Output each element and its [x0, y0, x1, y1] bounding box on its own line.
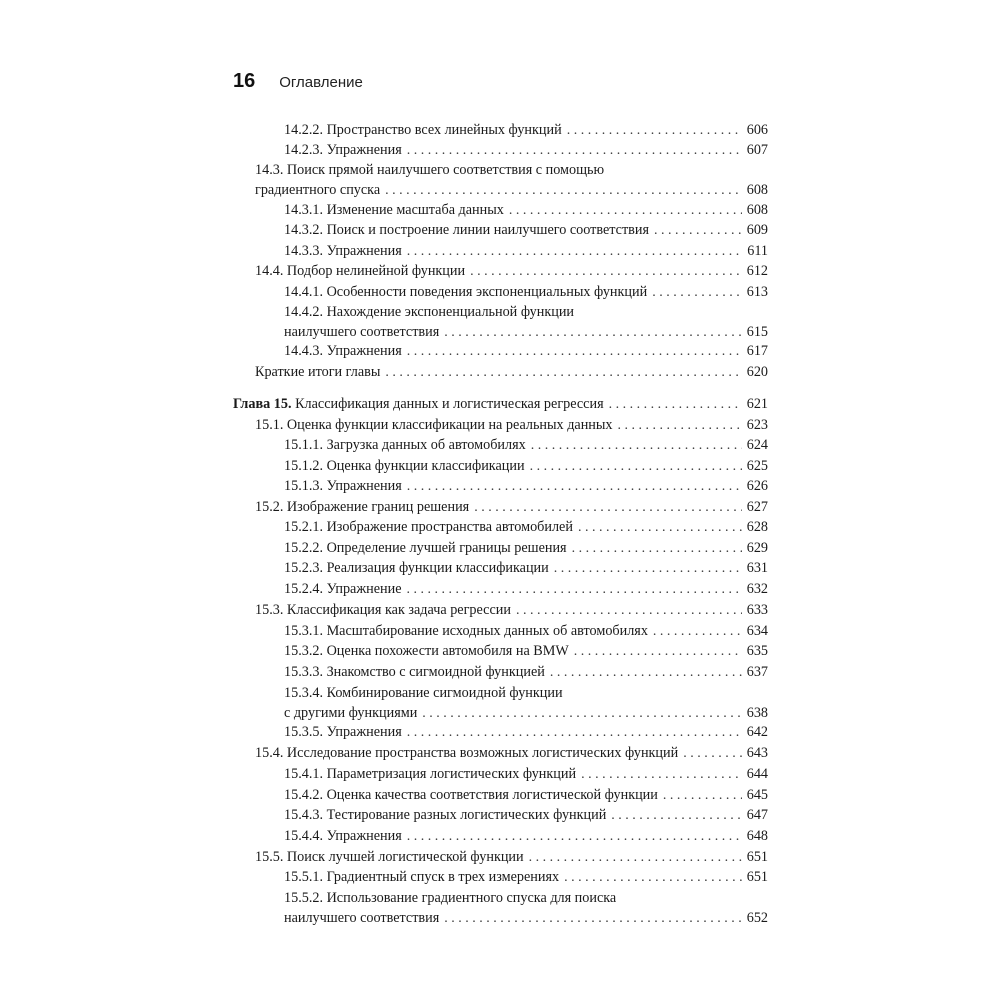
toc-page-number: 633 — [746, 602, 768, 618]
toc-page-number: 621 — [746, 396, 768, 412]
toc-entry-title: 15.3.2. Оценка похожести автомобиля на BMW — [284, 643, 569, 659]
toc-page-number: 627 — [746, 499, 768, 515]
toc-entry — [284, 867, 768, 887]
toc-entry-title: 15.5. Поиск лучшей логистической функции — [255, 849, 524, 865]
toc-page-number: 612 — [746, 263, 768, 279]
toc-entry-title: с другими функциями — [284, 705, 418, 721]
leader-dots — [407, 580, 742, 600]
leader-dots — [564, 868, 742, 888]
leader-dots — [385, 181, 742, 201]
toc-page-number: 647 — [746, 807, 768, 823]
toc-entry-title: 15.2.2. Определение лучшей границы решения — [284, 540, 567, 556]
toc-entry — [284, 241, 768, 261]
toc-entry — [255, 847, 768, 867]
toc-page-number: 631 — [746, 560, 768, 576]
page-number: 16 — [233, 70, 256, 92]
leader-dots — [407, 827, 742, 847]
toc-entry — [284, 785, 768, 805]
toc-entry-title: 15.3.5. Упражнения — [284, 724, 402, 740]
toc-entry — [255, 160, 768, 200]
toc-entry — [284, 220, 768, 240]
leader-dots — [444, 909, 742, 929]
toc-entry-title: 14.4.1. Особенности поведения экспоненциальных функций — [284, 284, 648, 300]
toc-entry-title: 14.2.3. Упражнения — [284, 142, 402, 158]
leader-dots — [444, 323, 742, 343]
toc-page-number: 634 — [746, 623, 768, 639]
toc-entry — [284, 641, 768, 661]
toc-entry-title: 15.5.1. Градиентный спуск в трех измерениях — [284, 869, 560, 885]
leader-dots — [407, 723, 742, 743]
toc-entry — [284, 662, 768, 682]
leader-dots — [578, 518, 742, 538]
toc-entry-title-line: 14.3. Поиск прямой наилучшего соответствия с помощью — [255, 162, 605, 178]
leader-dots — [654, 221, 742, 241]
toc-entry-title: градиентного спуска — [255, 182, 381, 198]
toc-entry — [284, 302, 768, 342]
toc-page-number: 645 — [746, 787, 768, 803]
toc-chapter-entry — [233, 394, 768, 414]
toc-entry — [284, 456, 768, 476]
toc-entry-title-line: 15.3.4. Комбинирование сигмоидной функции — [284, 685, 563, 701]
leader-dots — [407, 242, 742, 262]
toc-entry-title: 15.3.1. Масштабирование исходных данных об автомобилях — [284, 623, 648, 639]
toc-page-number: 643 — [746, 745, 768, 761]
toc-entry — [255, 743, 768, 763]
toc-page-number: 608 — [746, 202, 768, 218]
toc-entry-title: 14.3.1. Изменение масштаба данных — [284, 202, 504, 218]
toc-entry-title: 15.3.3. Знакомство с сигмоидной функцией — [284, 664, 545, 680]
toc-entry-title: наилучшего соответствия — [284, 324, 440, 340]
leader-dots — [385, 363, 741, 383]
toc-page-number: 637 — [746, 664, 768, 680]
leader-dots — [407, 477, 742, 497]
leader-dots — [567, 121, 742, 141]
toc-entry — [255, 415, 768, 435]
toc-entry-title: 14.3.2. Поиск и построение линии наилучшего соответствия — [284, 222, 649, 238]
toc-page-number: 620 — [746, 364, 768, 380]
leader-dots — [509, 201, 742, 221]
toc-page-number: 629 — [746, 540, 768, 556]
toc-entry — [284, 558, 768, 578]
toc-page-number: 628 — [746, 519, 768, 535]
toc-entry-title: 15.2.4. Упражнение — [284, 581, 402, 597]
toc-page-number: 609 — [746, 222, 768, 238]
toc-entry-title: 15.2.3. Реализация функции классификации — [284, 560, 549, 576]
toc-page-number: 608 — [746, 182, 768, 198]
toc-page-number: 648 — [746, 828, 768, 844]
toc-entry — [284, 538, 768, 558]
toc-page-number: 638 — [746, 705, 768, 721]
toc-entry-title: 14.4.3. Упражнения — [284, 343, 402, 359]
toc-entry — [284, 621, 768, 641]
toc-page-number: 607 — [746, 142, 768, 158]
toc-entry-title: наилучшего соответствия — [284, 910, 440, 926]
toc-entry — [284, 722, 768, 742]
running-head: Оглавление — [279, 74, 363, 91]
toc-entry — [284, 435, 768, 455]
toc-entry-title: 15.1.2. Оценка функции классификации — [284, 458, 525, 474]
toc-entry-title: 15.1.3. Упражнения — [284, 478, 402, 494]
toc-entry — [255, 600, 768, 620]
toc-entry — [284, 888, 768, 928]
leader-dots — [611, 806, 741, 826]
toc-entry-title: 14.2.2. Пространство всех линейных функций — [284, 122, 562, 138]
toc-entry — [284, 764, 768, 784]
leader-dots — [516, 601, 742, 621]
leader-dots — [474, 498, 742, 518]
toc-entry-title: 15.2. Изображение границ решения — [255, 499, 470, 515]
toc-entry-title: 15.4.3. Тестирование разных логистических функций — [284, 807, 607, 823]
leader-dots — [653, 622, 742, 642]
toc-entry — [284, 140, 768, 160]
toc-entry — [284, 517, 768, 537]
toc-page-number: 644 — [746, 766, 768, 782]
leader-dots — [574, 642, 742, 662]
toc-entry-title-line: 15.5.2. Использование градиентного спуска для поиска — [284, 890, 617, 906]
toc-entry-title: 14.3.3. Упражнения — [284, 243, 402, 259]
toc-entry-title-line: 14.4.2. Нахождение экспоненциальной функции — [284, 304, 575, 320]
leader-dots — [407, 342, 742, 362]
toc-page-number: 652 — [746, 910, 768, 926]
toc-entry — [284, 579, 768, 599]
leader-dots — [531, 436, 742, 456]
toc-entry-title: 15.4.1. Параметризация логистических функций — [284, 766, 577, 782]
leader-dots — [550, 663, 742, 683]
toc-page-number: 606 — [746, 122, 768, 138]
leader-dots — [618, 416, 742, 436]
toc-page-number: 611 — [747, 243, 768, 259]
toc-entry — [284, 120, 768, 140]
toc-page-number: 642 — [746, 724, 768, 740]
toc-entry-title: 15.4.2. Оценка качества соответствия логистической функции — [284, 787, 658, 803]
toc-entry — [284, 282, 768, 302]
toc-entry-title: Краткие итоги главы — [255, 364, 381, 380]
leader-dots — [529, 848, 742, 868]
toc-entry-title: 15.2.1. Изображение пространства автомобилей — [284, 519, 573, 535]
toc-entry — [284, 826, 768, 846]
leader-dots — [652, 283, 742, 303]
toc-entry — [284, 200, 768, 220]
toc-entry — [255, 261, 768, 281]
toc-page-number: 623 — [746, 417, 768, 433]
toc-page-number: 617 — [746, 343, 768, 359]
toc-page-number: 651 — [746, 849, 768, 865]
leader-dots — [554, 559, 742, 579]
toc-entry-title: 14.4. Подбор нелинейной функции — [255, 263, 466, 279]
leader-dots — [683, 744, 742, 764]
chapter-title: Классификация данных и логистическая регрессия — [295, 396, 604, 412]
chapter-label: Глава 15. — [233, 396, 292, 412]
toc-entry — [255, 497, 768, 517]
toc-entry-title: 15.1. Оценка функции классификации на реальных данных — [255, 417, 613, 433]
toc-entry — [284, 683, 768, 723]
toc-entry-title: 15.3. Классификация как задача регрессии — [255, 602, 511, 618]
leader-dots — [581, 765, 742, 785]
leader-dots — [422, 704, 741, 724]
toc-entry-title: 15.1.1. Загрузка данных об автомобилях — [284, 437, 526, 453]
toc-entry-title: 15.4.4. Упражнения — [284, 828, 402, 844]
toc-page-number: 615 — [746, 324, 768, 340]
leader-dots — [609, 395, 742, 415]
toc-entry — [284, 476, 768, 496]
toc-page-number: 624 — [746, 437, 768, 453]
leader-dots — [470, 262, 742, 282]
toc-entry — [284, 805, 768, 825]
toc-page-number: 635 — [746, 643, 768, 659]
leader-dots — [530, 457, 742, 477]
leader-dots — [663, 786, 742, 806]
toc-page-number: 632 — [746, 581, 768, 597]
toc-entry — [284, 341, 768, 361]
toc-entry-title: 15.4. Исследование пространства возможных логистических функций — [255, 745, 679, 761]
toc-entry — [255, 362, 768, 382]
toc-page-number: 613 — [746, 284, 768, 300]
toc-page-number: 651 — [746, 869, 768, 885]
leader-dots — [572, 539, 742, 559]
toc-page-number: 625 — [746, 458, 768, 474]
toc-page-number: 626 — [746, 478, 768, 494]
leader-dots — [407, 141, 742, 161]
